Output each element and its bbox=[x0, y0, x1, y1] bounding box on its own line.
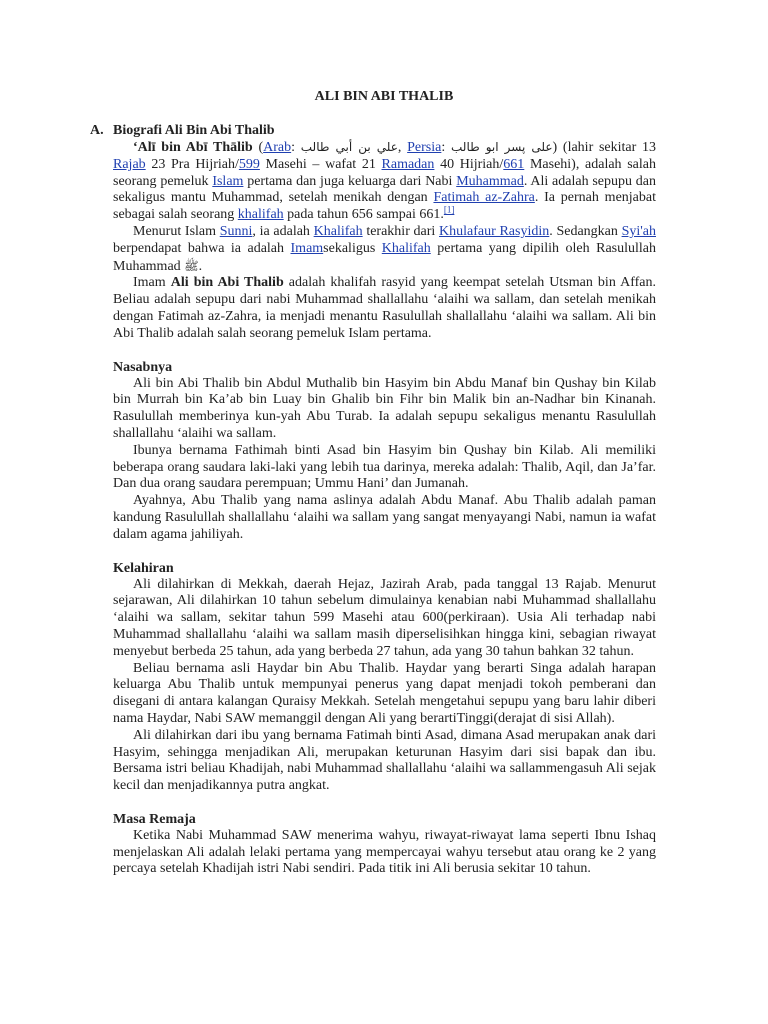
text: Beliau bernama asli Haydar bin Abu Thalib. Haydar yang berarti Singa adalah harapan keluarga Abu Thalib untuk mempunyai penerus yang dapat menjadi tokoh pemberani dan disegani di antara kalangan Quraisy Mekkah. Setelah mengetahui sepupu yang baru lahir diberi nama Haydar, Nabi SAW memanggil dengan Ali yang berartiTinggi(derajat di sisi Allah). bbox=[113, 660, 656, 726]
text: Ayahnya, Abu Thalib yang nama aslinya adalah Abdu Manaf. Abu Thalib adalah paman kandung Rasulullah shallallahu ‘alaihi wa sallam yang sangat menyayangi Nabi, namun ia wafat dalam agama jahiliyah. bbox=[113, 493, 656, 542]
wiki-link[interactable]: Syi'ah bbox=[621, 223, 656, 239]
text: . Sedangkan bbox=[549, 223, 622, 239]
paragraph bbox=[113, 224, 656, 275]
text: . Ia pernah menjabat sebagai salah seorang bbox=[113, 190, 656, 223]
paragraph bbox=[113, 493, 656, 543]
text: pertama yang dipilih oleh Rasulullah Muhammad bbox=[113, 240, 656, 274]
document-title: ALI BIN ABI THALIB bbox=[314, 89, 454, 104]
wiki-link[interactable]: Rajab bbox=[113, 156, 146, 172]
section-heading: Kelahiran bbox=[113, 560, 174, 576]
section bbox=[113, 560, 656, 795]
section-heading: Masa Remaja bbox=[113, 811, 196, 827]
text: , ia adalah bbox=[252, 223, 314, 239]
wiki-link[interactable]: Khalifah bbox=[313, 223, 363, 239]
text: terakhir dari bbox=[362, 223, 440, 239]
text: . bbox=[198, 258, 203, 274]
wiki-link[interactable]: Khulafaur Rasyidin bbox=[439, 223, 550, 239]
paragraph bbox=[113, 443, 656, 493]
text: berpendapat bahwa ia adalah bbox=[113, 240, 291, 256]
section bbox=[113, 139, 656, 343]
wiki-link[interactable]: Islam bbox=[212, 173, 244, 189]
document-body bbox=[113, 139, 656, 878]
text: adalah khalifah rasyid yang keempat setelah Utsman bin Affan. Beliau adalah sepupu dari nabi Muhammad shallallahu ‘alaihi wa sallam, dan setelah menikah dengan Fatimah az-Zahra, ia menjadi menantu Rasulullah shallallahu ‘alaihi wa sallam. Ali bin Abi Thalib adalah salah seorang pemeluk Islam pertama. bbox=[113, 275, 657, 341]
section-heading: Nasabnya bbox=[113, 359, 173, 375]
wiki-link[interactable]: Arab bbox=[263, 140, 292, 155]
arabic-text: ﷺ bbox=[184, 258, 199, 273]
text: Ali bin Abi Thalib bin Abdul Muthalib bin Hasyim bin Abdu Manaf bin Qushay bin Kilab bin Murrah bin Ka’ab bin Luay bin Ghalib bin Fihr bin Malik bin an-Nadhar bin Kinanah. Rasulullah memberinya kun-yah Abu Turab. Ia adalah sepupu sekaligus menantu Rasulullah shallallahu ‘alaihi wa sallam. bbox=[113, 375, 656, 441]
bold-text: ‘Alī bin Abī Thālib bbox=[133, 140, 253, 155]
text: : bbox=[441, 140, 451, 155]
section bbox=[113, 811, 656, 878]
section-a-heading bbox=[90, 122, 656, 139]
paragraph bbox=[113, 577, 656, 661]
section-number: A. bbox=[90, 123, 104, 138]
wiki-link[interactable]: 599 bbox=[238, 156, 260, 172]
paragraph bbox=[113, 728, 656, 795]
text: pertama dan juga keluarga dari Nabi bbox=[243, 173, 457, 189]
paragraph bbox=[113, 376, 656, 443]
text: Ketika Nabi Muhammad SAW menerima wahyu, riwayat-riwayat lama seperti Ibnu Ishaq menjelaskan Ali adalah lelaki pertama yang mempercayai wahyu tersebut atau orang ke 2 yang percaya setelah Khadijah istri Nabi sendiri. Pada titik ini Ali berusia sekitar 10 tahun. bbox=[113, 827, 656, 877]
wiki-link[interactable]: 661 bbox=[503, 156, 525, 172]
text: 40 Hijriah/ bbox=[434, 156, 504, 172]
text: pada tahun 656 sampai 661. bbox=[283, 207, 444, 223]
wiki-link[interactable]: Sunni bbox=[219, 223, 253, 239]
wiki-link[interactable]: Persia bbox=[407, 140, 442, 155]
footnote-link[interactable]: [1] bbox=[443, 204, 455, 215]
text: Imam bbox=[133, 275, 171, 291]
text: Masehi – wafat 21 bbox=[259, 156, 382, 172]
paragraph bbox=[113, 828, 656, 878]
text: . Ali adalah sepupu dan sekaligus mantu Muhammad, setelah menikah dengan bbox=[113, 173, 656, 206]
wiki-link[interactable]: Fatimah az-Zahra bbox=[433, 190, 535, 206]
text: : bbox=[291, 140, 301, 155]
section-title: Biografi Ali Bin Abi Thalib bbox=[113, 123, 275, 138]
arabic-text: علي بن أبي طالب bbox=[300, 140, 398, 154]
paragraph bbox=[113, 139, 656, 224]
arabic-text: علی پسر ابو طالب bbox=[451, 140, 553, 154]
document-page bbox=[90, 88, 657, 878]
text: Menurut Islam bbox=[133, 223, 220, 239]
wiki-link[interactable]: Khalifah bbox=[381, 240, 431, 256]
wiki-link[interactable]: khalifah bbox=[237, 207, 284, 223]
text: Ibunya bernama Fathimah binti Asad bin Hasyim bin Qushay bin Kilab. Ali memiliki beberapa orang saudara laki-laki yang lebih tua darinya, mereka adalah: Thalib, Aqil, dan Ja’far. Dan dua orang saudara perempuan; Ummu Hani’ dan Jumanah. bbox=[113, 442, 656, 492]
text: 23 Pra Hijriah/ bbox=[145, 156, 239, 172]
text: Masehi), adalah salah seorang pemeluk bbox=[113, 156, 656, 189]
paragraph bbox=[113, 275, 656, 342]
text: ( bbox=[252, 140, 264, 155]
text: ) (lahir sekitar 13 bbox=[552, 140, 657, 155]
text: Ali dilahirkan di Mekkah, daerah Hejaz, Jazirah Arab, pada tanggal 13 Rajab. Menurut sejarawan, Ali dilahirkan 10 tahun sebelum dimulainya kenabian nabi Muhammad shallallahu ‘alaihi wa sallam, sekitar tahun 599 Masehi atau 600(perkiraan). Usia Ali terhadap nabi Muhammad shallallahu ‘alaihi wa sallam masih diperselisihkan hingga kini, sebagian riwayat menyebut berbeda 25 tahun, ada yang berbeda 27 tahun, ada yang 30 tahun bahkan 32 tahun. bbox=[113, 576, 656, 659]
text: , bbox=[397, 140, 408, 155]
bold-text: Ali bin Abi Thalib bbox=[170, 275, 284, 291]
text: Ali dilahirkan dari ibu yang bernama Fatimah binti Asad, dimana Asad merupakan anak dari Hasyim, sehingga menjadikan Ali, merupakan keturunan Hasyim dari sisi bapak dan ibu. Bersama istri beliau Khadijah, nabi Muhammad shallallahu ‘alaihi wa sallammengasuh Ali sejak kecil dan menjadikannya putra angkat. bbox=[113, 727, 656, 794]
wiki-link[interactable]: Imam bbox=[290, 240, 324, 256]
wiki-link[interactable]: Muhammad bbox=[456, 173, 524, 189]
text: sekaligus bbox=[323, 240, 382, 256]
section bbox=[113, 359, 656, 544]
paragraph bbox=[113, 661, 656, 728]
wiki-link[interactable]: Ramadan bbox=[381, 156, 435, 172]
